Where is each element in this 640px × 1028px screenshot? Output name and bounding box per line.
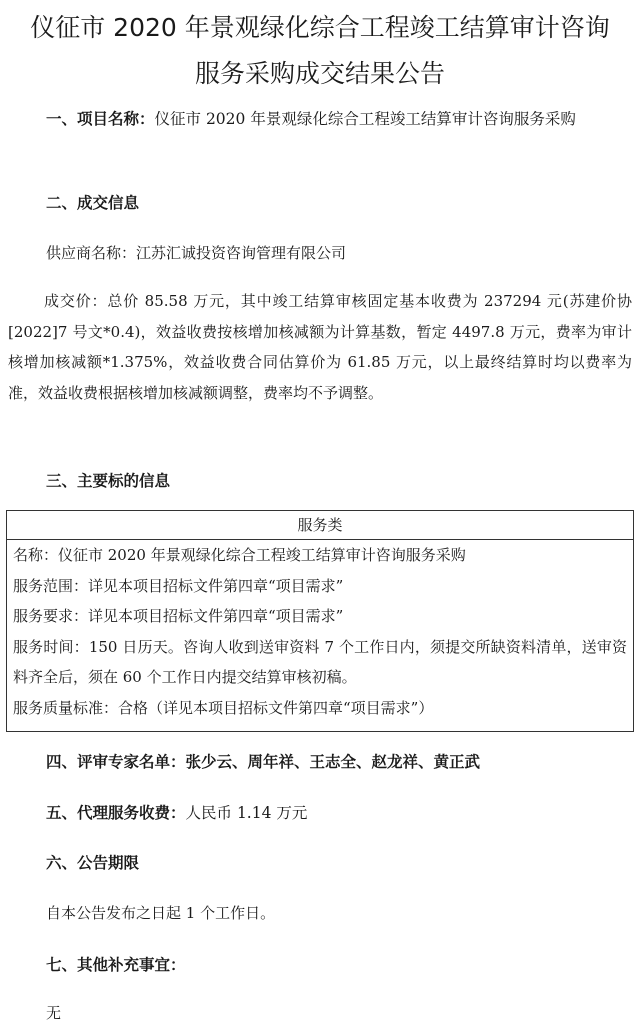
table-row-quality-standard: 服务质量标准：合格（详见本项目招标文件第四章“项目需求”） [13,698,434,717]
section-project-name [0,104,640,134]
page-title [0,0,640,96]
table-header: 服务类 [7,511,633,540]
main-subject-table [6,510,634,732]
table-row-scope: 服务范围：详见本项目招标文件第四章“项目需求” [13,576,344,595]
section-4-experts: 四、评审专家名单：张少云、周年祥、王志全、赵龙祥、黄正武 [46,753,481,771]
table-row-name: 名称：仪征市 2020 年景观绿化综合工程竣工结算审计咨询服务采购 [13,546,466,564]
page-title-line-1: 仪征市 2020 年景观绿化综合工程竣工结算审计咨询 [30,13,610,42]
section-7-heading: 七、其他补充事宜： [46,956,186,974]
section-5-heading: 五、代理服务收费： [46,804,186,822]
deal-price-paragraph: 成交价：总价 85.58 万元，其中竣工结算审核固定基本收费为 237294 元(苏建价协[2022]7 号文*0.4)，效益收费按核增加核减额为计算基数，暂定 4497.8 万元，费率为审计核增加核减额*1.375%，效益收费合同估算价为 61.85 万元，以上最终结算时均以费率为准，效益收费根据核增加核减额调整，费率均不予调整。 [8,292,632,402]
table-row-service-time: 服务时间：150 日历天。咨询人收到送审资料 7 个工作日内，须提交所缺资料清单，送审资料齐全后，须在 60 个工作日内提交结算审核初稿。 [13,637,627,686]
announcement-period-text: 自本公告发布之日起 1 个工作日。 [46,904,276,922]
section-2-heading: 二、成交信息 [46,194,140,212]
section-1-heading: 一、项目名称： [46,110,155,128]
agency-fee-value: 人民币 1.14 万元 [185,804,308,822]
other-matters-text: 无 [46,1004,62,1022]
table-row-requirements: 服务要求：详见本项目招标文件第四章“项目需求” [13,607,344,625]
project-name-value: 仪征市 2020 年景观绿化综合工程竣工结算审计咨询服务采购 [154,110,576,128]
section-6-heading: 六、公告期限 [46,854,140,872]
page-title-line-2: 服务采购成交结果公告 [194,59,445,88]
supplier-name: 供应商名称：江苏汇诚投资咨询管理有限公司 [46,244,347,262]
section-3-heading: 三、主要标的信息 [46,472,171,490]
section-deal-info [0,188,640,218]
